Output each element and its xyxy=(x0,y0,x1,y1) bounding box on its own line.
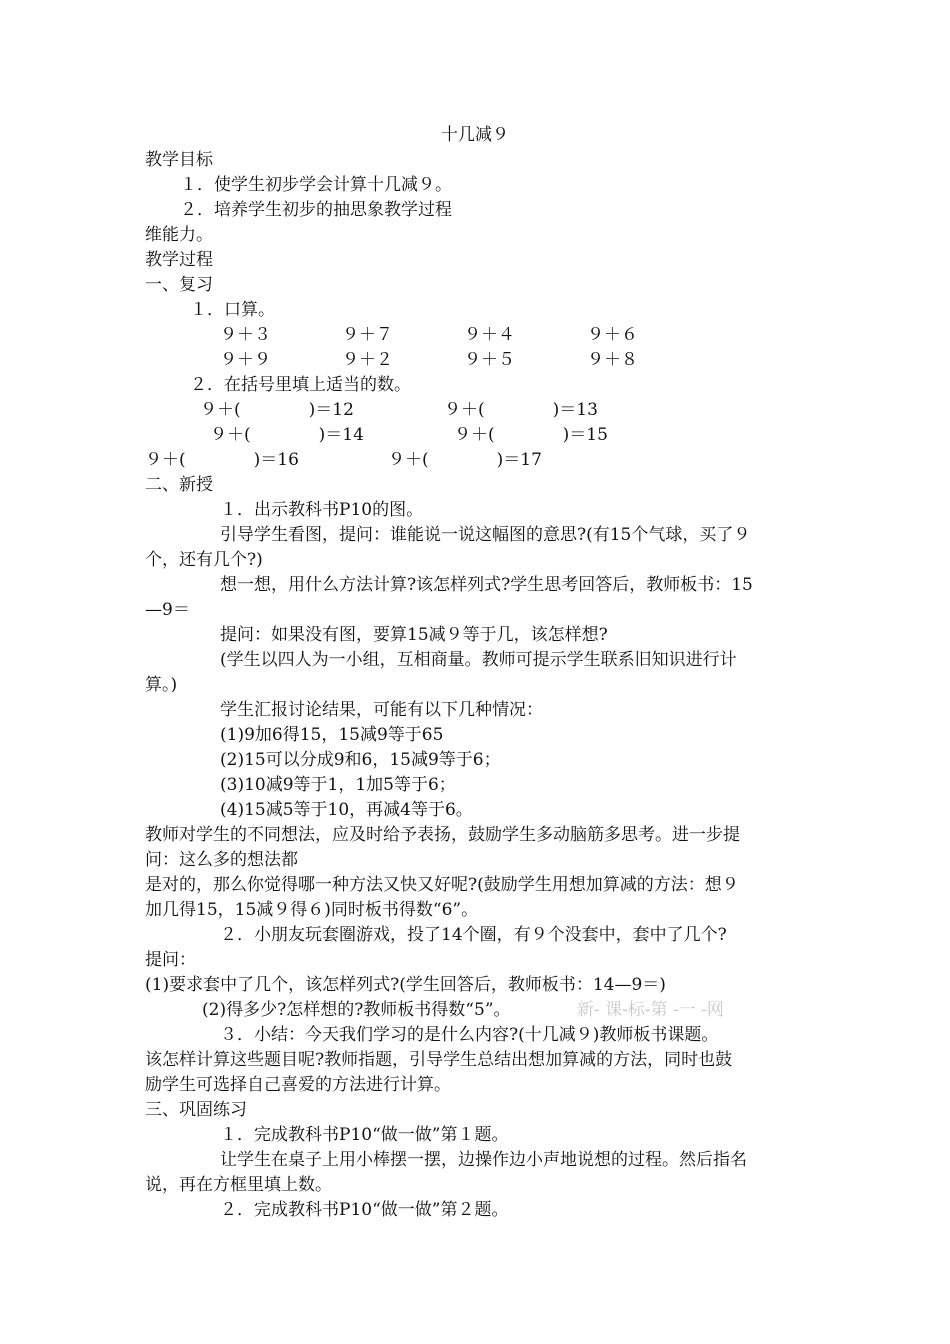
paragraph: —9＝ xyxy=(145,600,190,620)
paragraph: ２．小朋友玩套圈游戏，投了14个圈，有９个没套中，套中了几个? xyxy=(220,925,727,945)
paragraph: ２．完成教科书P10“做一做”第２题。 xyxy=(220,1200,509,1220)
paragraph: 想一想，用什么方法计算?该怎样列式?学生思考回答后，教师板书：15 xyxy=(220,575,753,595)
goal-2-continued: 维能力。 xyxy=(145,225,213,245)
oral-calc-item: ９＋８ xyxy=(587,350,638,370)
section-new-lesson: 二、新授 xyxy=(145,475,213,495)
goal-1: １．使学生初步学会计算十几减９。 xyxy=(180,175,452,195)
oral-calc-item: ９＋５ xyxy=(464,350,515,370)
oral-calc-item: ９＋９ xyxy=(220,350,271,370)
section-practice: 三、巩固练习 xyxy=(145,1100,247,1120)
paragraph: 是对的，那么你觉得哪一种方法又快又好呢?(鼓励学生用想加算减的方法：想９ xyxy=(145,875,739,895)
fill-blank-item: ９＋( )＝12 xyxy=(200,400,354,420)
paragraph: 学生汇报讨论结果，可能有以下几种情况： xyxy=(220,700,543,720)
answer-option: (2)15可以分成9和6，15减9等于6； xyxy=(220,750,501,770)
paragraph: 提问：如果没有图，要算15减９等于几，该怎样想? xyxy=(220,625,608,645)
goal-2: ２．培养学生初步的抽思象教学过程 xyxy=(180,200,452,220)
fill-blank-item: ９＋( )＝15 xyxy=(454,425,608,445)
paragraph: ３．小结：今天我们学习的是什么内容?(十几减９)教师板书课题。 xyxy=(220,1025,719,1045)
heading-teaching-process: 教学过程 xyxy=(145,250,213,270)
paragraph: １．完成教科书P10“做一做”第１题。 xyxy=(220,1125,509,1145)
paragraph: (1)要求套中了几个，该怎样列式?(学生回答后，教师板书：14—9＝) xyxy=(145,975,666,995)
watermark-text: 新- 课-标-第 -一 -网 xyxy=(577,1000,724,1020)
paragraph: 提问： xyxy=(145,950,196,970)
oral-calc-heading: １．口算。 xyxy=(190,300,275,320)
paragraph: 个，还有几个?) xyxy=(145,550,263,570)
fill-blank-item: ９＋( )＝13 xyxy=(444,400,598,420)
document-title: 十几减９ xyxy=(441,125,509,145)
oral-calc-item: ９＋３ xyxy=(220,325,271,345)
paragraph: 加几得15，15减９得６)同时板书得数“6”。 xyxy=(145,900,479,920)
answer-option: (3)10减9等于1，1加5等于6； xyxy=(220,775,456,795)
fill-blanks-heading: ２．在括号里填上适当的数。 xyxy=(190,375,411,395)
oral-calc-item: ９＋６ xyxy=(587,325,638,345)
paragraph: １．出示教科书P10的图。 xyxy=(220,500,424,520)
oral-calc-item: ９＋２ xyxy=(342,350,393,370)
paragraph: 励学生可选择自己喜爱的方法进行计算。 xyxy=(145,1075,451,1095)
fill-blank-item: ９＋( )＝17 xyxy=(388,450,542,470)
fill-blank-item: ９＋( )＝16 xyxy=(145,450,299,470)
paragraph: (学生以四人为一小组，互相商量。教师可提示学生联系旧知识进行计 xyxy=(220,650,737,670)
answer-option: (4)15减5等于10，再减4等于6。 xyxy=(220,800,473,820)
heading-teaching-goals: 教学目标 xyxy=(145,150,213,170)
paragraph: 问：这么多的想法都 xyxy=(145,850,298,870)
answer-option: (1)9加6得15，15减9等于65 xyxy=(220,725,444,745)
paragraph: 让学生在桌子上用小棒摆一摆，边操作边小声地说想的过程。然后指名 xyxy=(220,1150,747,1170)
paragraph: 教师对学生的不同想法，应及时给予表扬，鼓励学生多动脑筋多思考。进一步提 xyxy=(145,825,740,845)
paragraph: 引导学生看图，提问：谁能说一说这幅图的意思?(有15个气球，买了９ xyxy=(220,525,751,545)
paragraph: 该怎样计算这些题目呢?教师指题，引导学生总结出想加算减的方法，同时也鼓 xyxy=(145,1050,733,1070)
oral-calc-item: ９＋４ xyxy=(464,325,515,345)
paragraph: 说，再在方框里填上数。 xyxy=(145,1175,332,1195)
oral-calc-item: ９＋７ xyxy=(342,325,393,345)
paragraph: 算。) xyxy=(145,675,178,695)
fill-blank-item: ９＋( )＝14 xyxy=(210,425,364,445)
section-review: 一、复习 xyxy=(145,275,213,295)
paragraph: (2)得多少?怎样想的?教师板书得数“5”。 xyxy=(202,1000,511,1020)
